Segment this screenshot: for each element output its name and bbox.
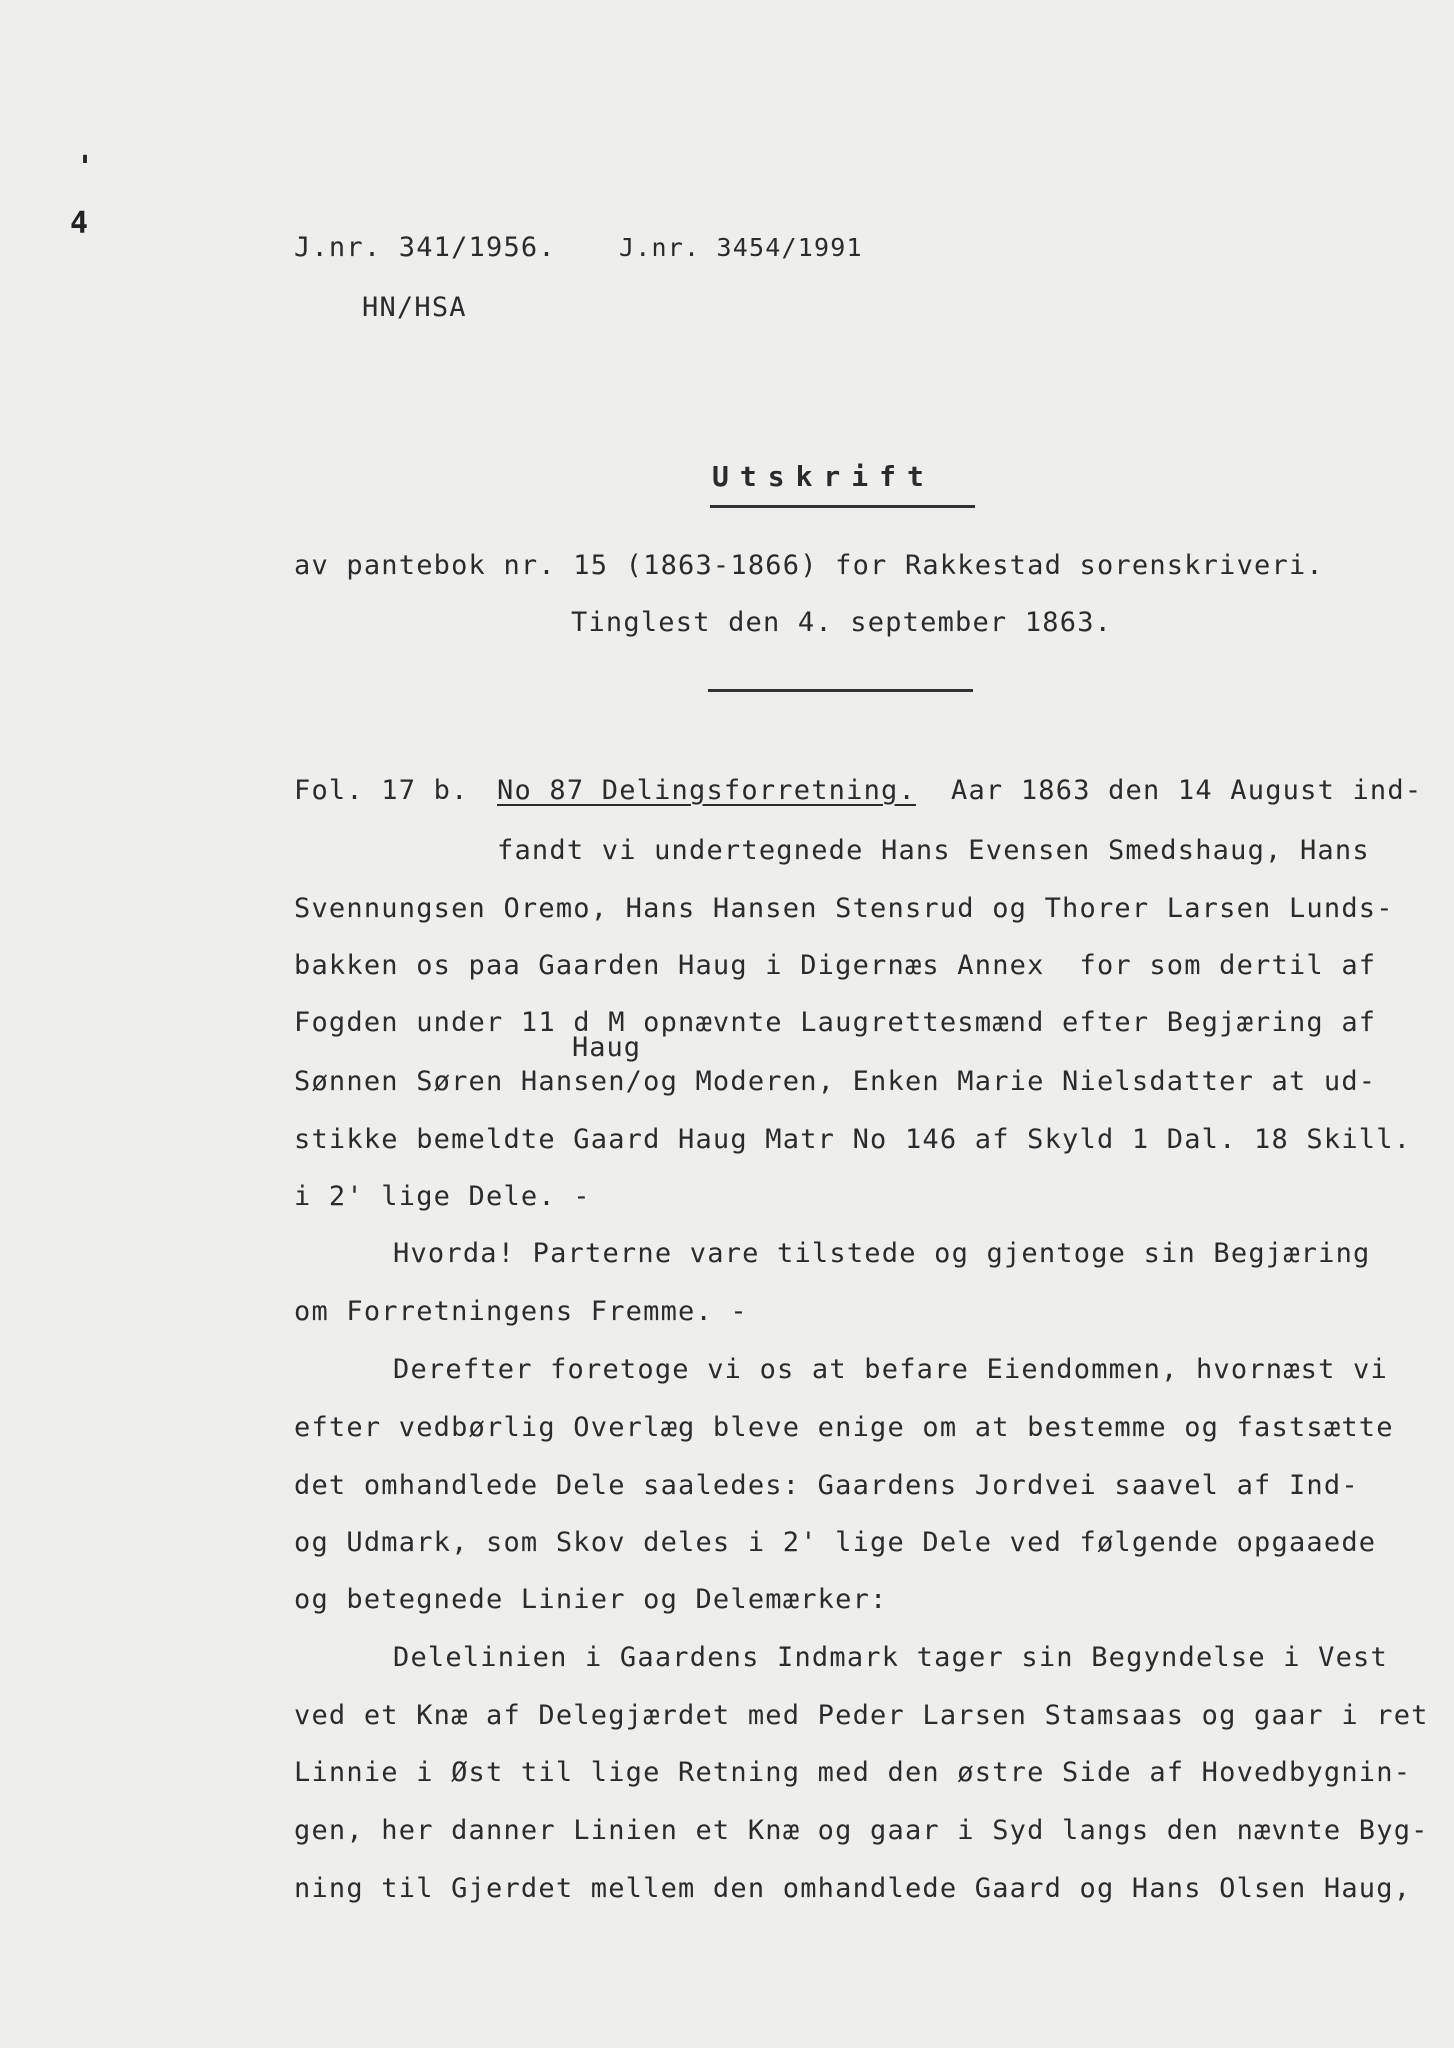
body-line-4: Fogden under 11 d M opnævnte Laugrettesmænd efter Begjæring af [294,1007,1377,1038]
body-line-1: fandt vi undertegnede Hans Evensen Smedshaug, Hans [497,835,1370,866]
body-line-19: ning til Gjerdet mellem den omhandlede Gaard og Hans Olsen Haug, [294,1873,1412,1904]
body-line-12: det omhandlede Dele saaledes: Gaardens Jordvei saavel af Ind- [294,1470,1359,1501]
body-line-8: Hvorda! Parterne vare tilstede og gjentoge sin Begjæring [393,1238,1371,1269]
body-line-11: efter vedbørlig Overlæg bleve enige om at bestemme og fastsætte [294,1412,1394,1443]
body-line-9: om Forretningens Fremme. - [294,1296,748,1327]
journal-number-1991: J.nr. 3454/1991 [619,233,863,262]
body-line-2: Svennungsen Oremo, Hans Hansen Stensrud og Thorer Larsen Lunds- [294,893,1394,924]
entry-heading: No 87 Delingsforretning. [497,775,916,806]
body-line-0: Aar 1863 den 14 August ind- [951,775,1423,806]
folio-reference: Fol. 17 b. [294,775,469,806]
body-line-5: Sønnen Søren Hansen/og Moderen, Enken Marie Nielsdatter at ud- [294,1066,1377,1097]
body-line-10: Derefter foretoge vi os at befare Eiendommen, hvornæst vi [393,1354,1388,1385]
initials: HN/HSA [362,292,467,323]
margin-mark-2: 4 [70,206,89,241]
section-divider [708,689,973,692]
interlinear-insert-haug: Haug [572,1032,642,1063]
body-line-17: Linnie i Øst til lige Retning med den østre Side af Hovedbygnin- [294,1757,1412,1788]
journal-number-1956: J.nr. 341/1956. [294,232,556,263]
body-line-16: ved et Knæ af Delegjærdet med Peder Larsen Stamsaas og gaar i ret [294,1700,1429,1731]
body-line-13: og Udmark, som Skov deles i 2' lige Dele ved følgende opgaaede [294,1527,1377,1558]
body-line-18: gen, her danner Linien et Knæ og gaar i Syd langs den nævnte Byg- [294,1815,1429,1846]
body-line-14: og betegnede Linier og Delemærker: [294,1584,888,1615]
body-line-3: bakken os paa Gaarden Haug i Digernæs Annex for som dertil af [294,950,1377,981]
margin-mark-1: ' [76,150,95,185]
body-line-6: stikke bemeldte Gaard Haug Matr No 146 af Skyld 1 Dal. 18 Skill. [294,1124,1412,1155]
registration-date: Tinglest den 4. september 1863. [571,607,1113,638]
source-line: av pantebok nr. 15 (1863-1866) for Rakkestad sorenskriveri. [294,550,1324,581]
body-line-15: Delelinien i Gaardens Indmark tager sin Begyndelse i Vest [393,1642,1388,1673]
title-underline [710,505,975,508]
body-line-7: i 2' lige Dele. - [294,1181,591,1212]
document-title: Utskrift [712,460,935,493]
